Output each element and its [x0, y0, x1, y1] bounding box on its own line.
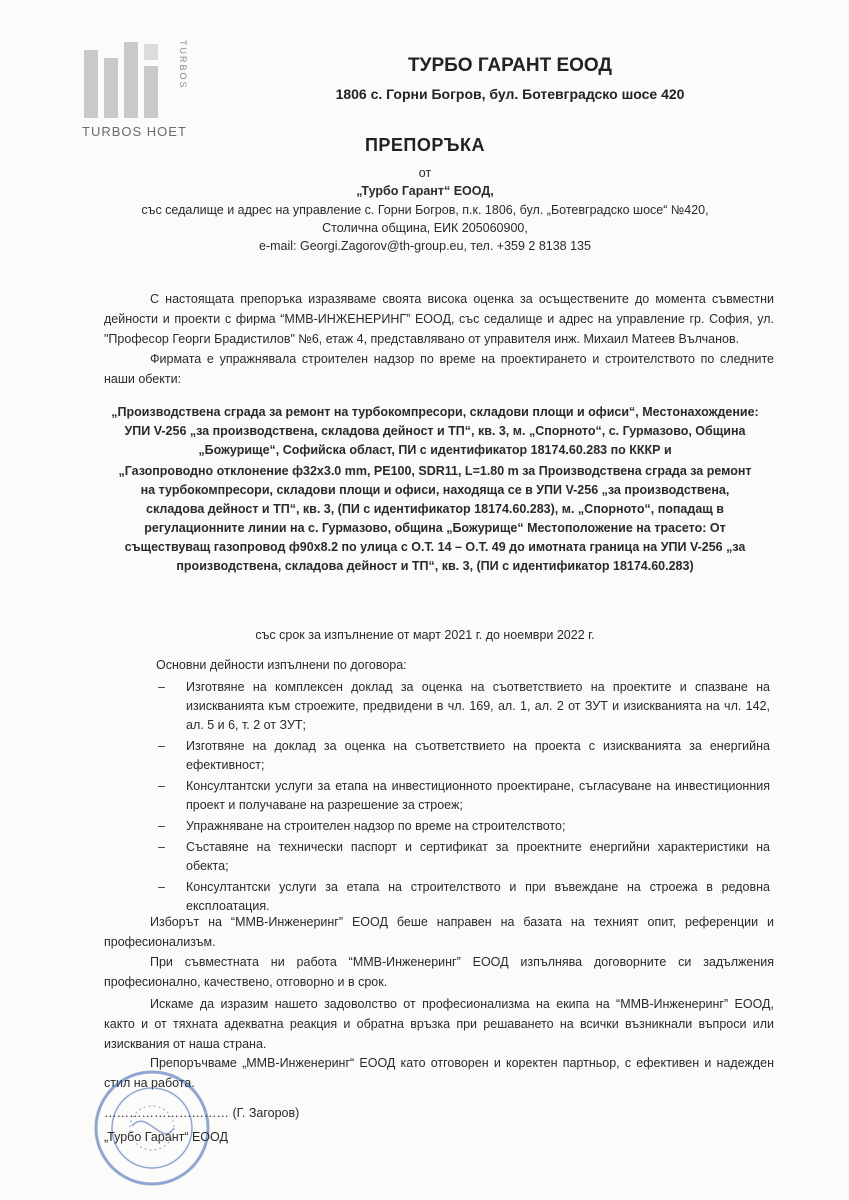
- header-address: 1806 с. Горни Богров, бул. Ботевградско шосе 420: [335, 86, 685, 102]
- recommendation-paragraph: Препоръчваме „ММВ-Инженеринг“ ЕООД като отговорен и коректен партньор, с ефективен и надежден стил на работа.: [104, 1056, 774, 1090]
- choice-paragraph: Изборът на “ММВ-Инженеринг” ЕООД беше направен на базата на техният опит, референции и професионализъм.: [104, 915, 774, 949]
- list-item: – Съставяне на технически паспорт и сертификат за проектните енергийни характеристики на обекта;: [158, 840, 770, 873]
- logo-vertical-text: TURBOS: [178, 40, 188, 90]
- object-2: „Газопроводно отклонение ф32x3.0 mm, PE100, SDR11, L=1.80 m за Производствена сграда за ремонт на турбокомпресори, складови площи и офиси, находяща се в УПИ V-256 „за производствена, складова дейност и ТП“, кв. 3, (ПИ с идентификатор 18174.60.283), м. „Спорното“, попадащ в регулационните линии на с. Гурмазово, община „Божурище“ Местоположение на трасето: От съществуващ газопровод ф90x8.2 по улица с О.Т. 14 – О.Т. 49 до имотната граница на УПИ V-256 „за производствена, складова дейност и ТП“, кв. 3, (ПИ с идентификатор 18174.60.283): [118, 464, 752, 573]
- header-company-name: ТУРБО ГАРАНТ ЕООД: [408, 55, 612, 76]
- list-item: – Изготвяне на комплексен доклад за оценка на съответствието на проектите и спазване на изискванията към строежите, предвидени в чл. 169, ал. 1, ал. 2 от ЗУТ и изискванията на чл. 142, ал. 5 и 6, т. 2 от ЗУТ;: [158, 680, 770, 732]
- from-label: от: [418, 166, 432, 180]
- objects-list: [110, 403, 760, 576]
- intro-paragraph: С настоящата препоръка изразяваме своята висока оценка за осъществените до момента съвместни дейности и проекти с фирма “ММВ-ИНЖЕНЕРИНГ” ЕООД, със седалище и адрес на управление гр. София, ул. "Професор Георги Брадистилов" №6, етаж 4, представлявано от управителя инж. Михаил Матеев Вълчанов.: [104, 292, 774, 346]
- company-stamp: [92, 1068, 212, 1188]
- from-address-line2: Столична община, ЕИК 205060900,: [322, 221, 528, 235]
- cooperation-paragraph: При съвместната ни работа “ММВ-Инженеринг” ЕООД изпълнява договорните си задължения професионално, качествено, отговорно и в срок.: [104, 955, 774, 989]
- activities-list: [156, 678, 770, 918]
- list-item: – Изготвяне на доклад за оценка на съответствието на проекта с изискванията за енергийна ефективност;: [158, 739, 770, 772]
- logo-wordmark: TURBOS HOET: [82, 124, 187, 139]
- from-company: „Турбо Гарант“ ЕООД,: [356, 184, 494, 198]
- list-item: – Консултантски услуги за етапа на строителството и при въвеждане на строежа в редовна експлоатация.: [158, 880, 770, 913]
- activities-heading: Основни дейности изпълнени по договора:: [156, 658, 407, 672]
- satisfaction-paragraph: Искаме да изразим нашето задоволство от професионализма на екипа на “ММВ-Инженеринг” ЕООД, както и от тяхната адекватна реакция и обратна връзка при решаването на всички възникнали въпроси или изисквания от наша страна.: [104, 997, 774, 1051]
- from-address-line1: със седалище и адрес на управление с. Горни Богров, п.к. 1806, бул. „Ботевградско шосе“ №420,: [141, 203, 709, 217]
- term-line: със срок за изпълнение от март 2021 г. до ноември 2022 г.: [255, 628, 595, 642]
- document-title: ПРЕПОРЪКА: [364, 135, 486, 155]
- from-contact: e-mail: Georgi.Zagorov@th-group.eu, тел. +359 2 8138 135: [259, 239, 591, 253]
- signature-line: ………………………… (Г. Загоров): [104, 1106, 300, 1120]
- list-item: – Консултантски услуги за етапа на инвестиционното проектиране, съгласуване на инвестиционния проект и получаване на разрешение за строеж;: [158, 779, 770, 812]
- object-1: „Производствена сграда за ремонт на турбокомпресори, складови площи и офиси“, Местонахождение: УПИ V-256 „за производствена, складова дейност и ТП“, кв. 3, м. „Спорното“, с. Гурмазово, Община „Божурище“, Софийска област, ПИ с идентификатор 18174.60.283 по КККР и: [111, 405, 759, 457]
- list-item: – Упражняване на строителен надзор по време на строителството;: [158, 819, 566, 833]
- signature-company: „Турбо Гарант“ ЕООД: [104, 1130, 228, 1144]
- objects-intro-paragraph: Фирмата е упражнявала строителен надзор по време на проектирането и строителството по следните наши обекти:: [104, 352, 774, 386]
